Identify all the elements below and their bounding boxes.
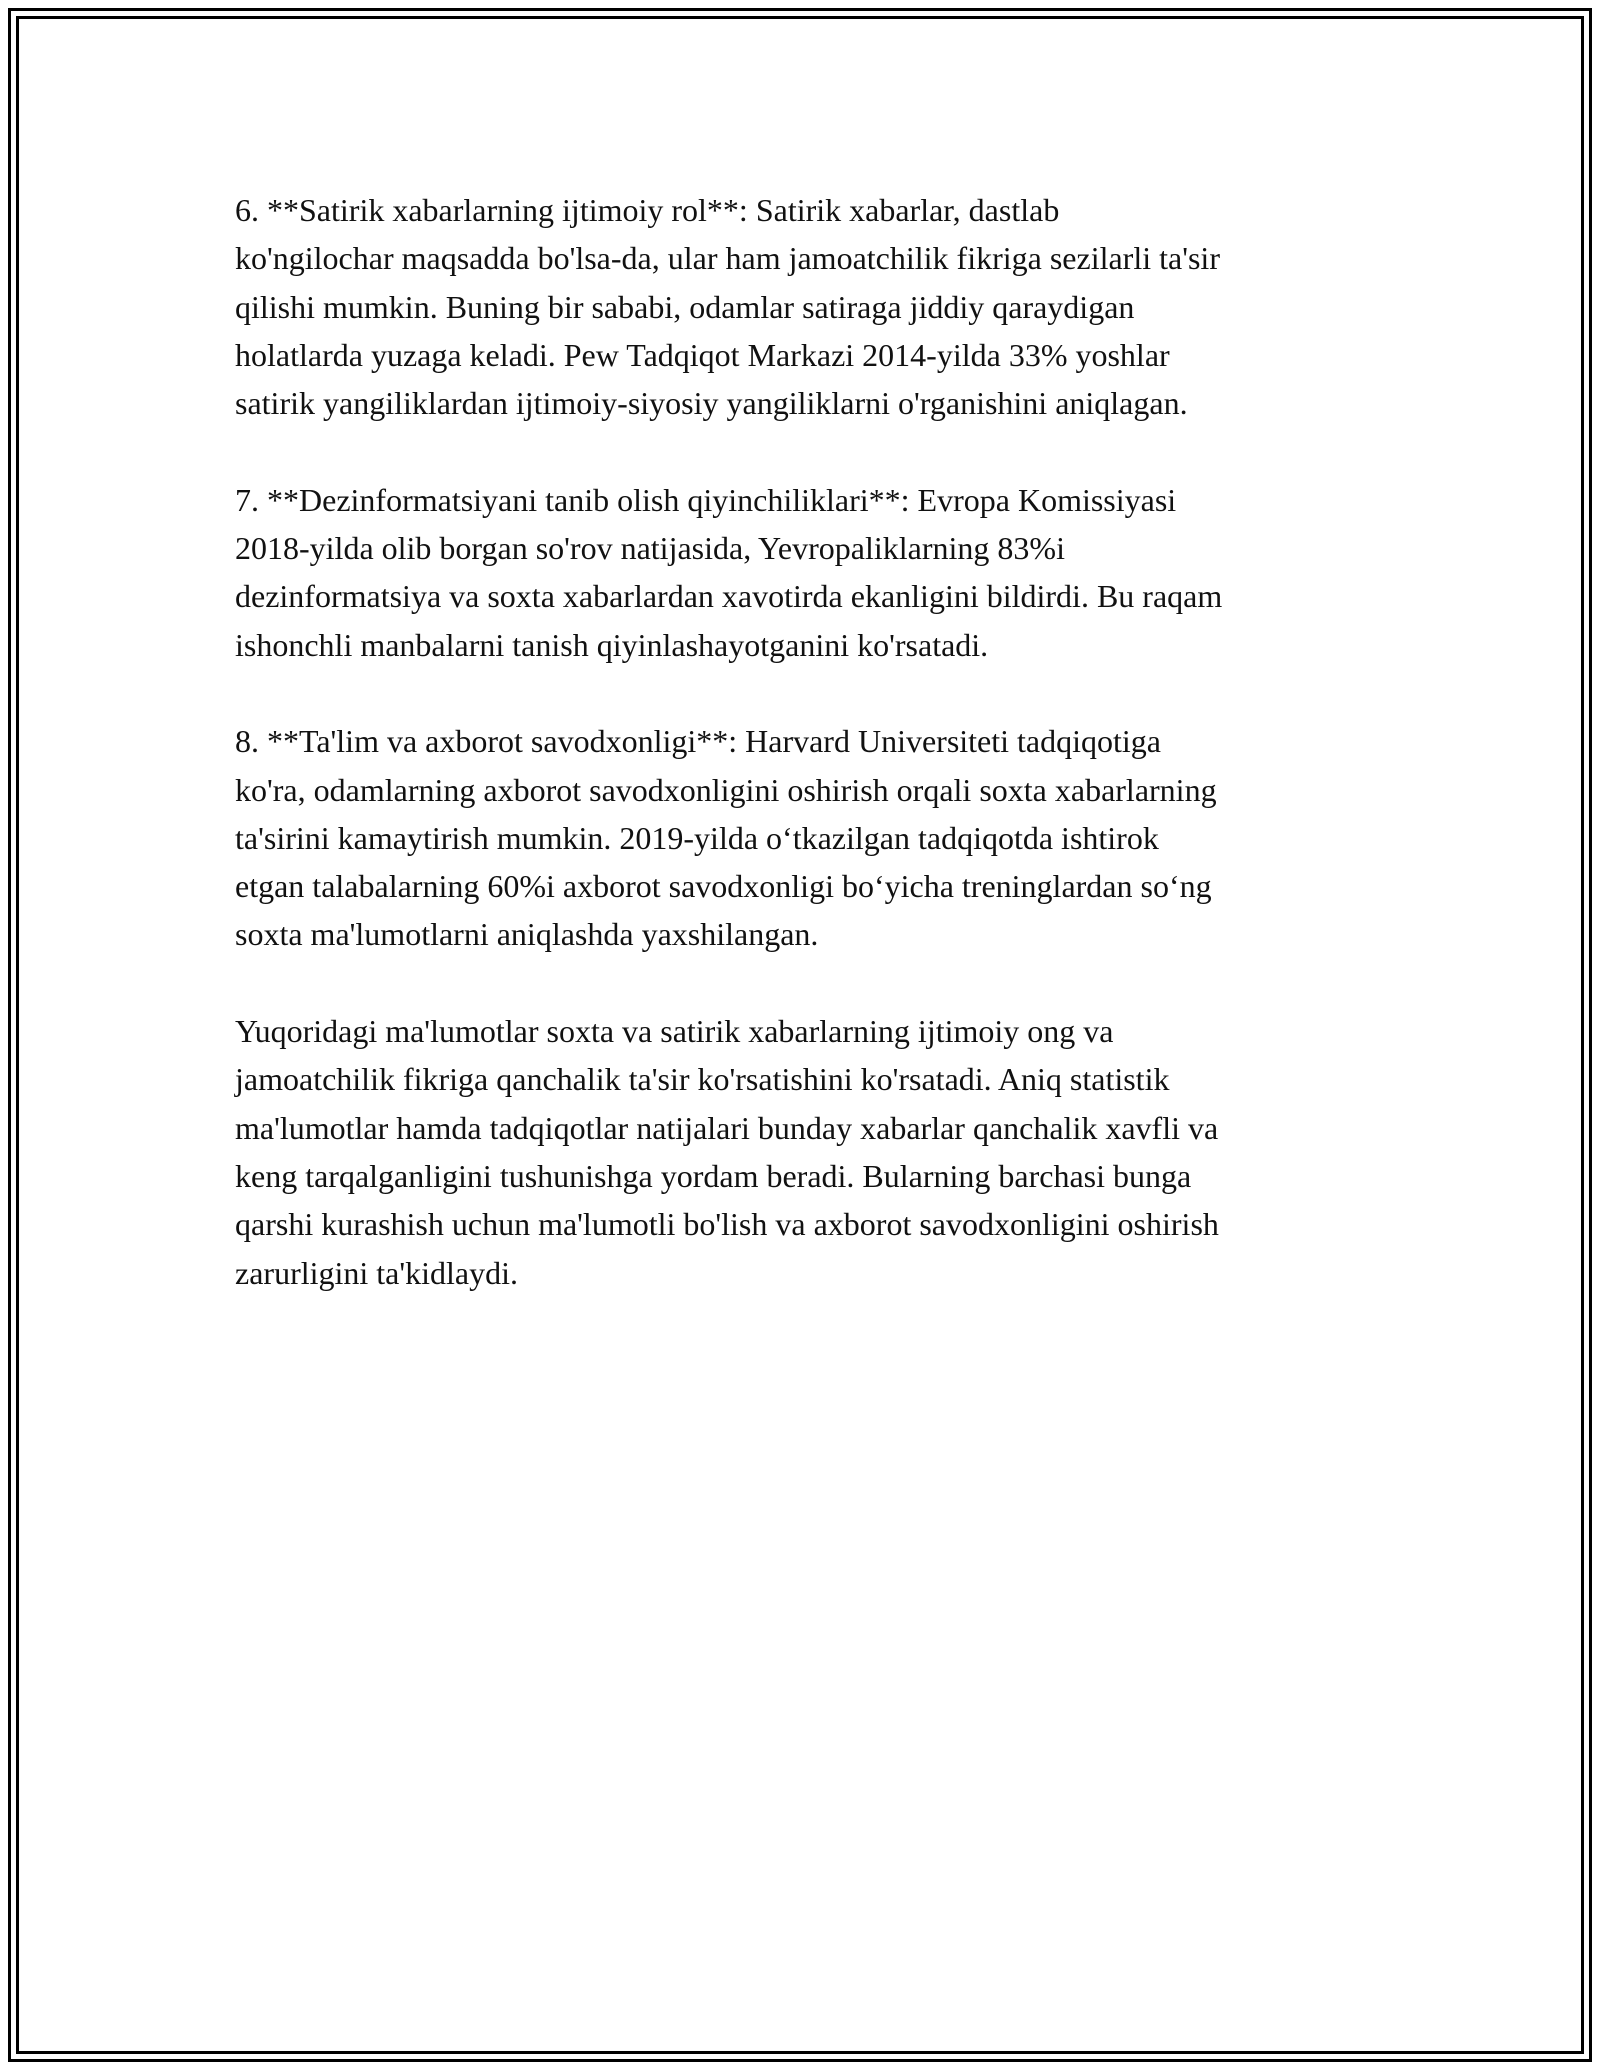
text-line: satirik yangiliklardan ijtimoiy-siyosiy yangiliklarni o'rganishini aniqlagan. xyxy=(235,385,1188,422)
text-line: ishonchli manbalarni tanish qiyinlashayotganini ko'rsatadi. xyxy=(235,626,989,663)
text-line: jamoatchilik fikriga qanchalik ta'sir ko'rsatishini ko'rsatadi. Aniq statistik xyxy=(235,1061,1170,1098)
text-line: qilishi mumkin. Buning bir sababi, odamlar satiraga jiddiy qaraydigan xyxy=(235,288,1135,325)
paragraph-media-literacy xyxy=(235,717,1395,958)
text-line: ko'ra, odamlarning axborot savodxonligini oshirish orqali soxta xabarlarning xyxy=(235,771,1217,808)
text-line: dezinformatsiya va soxta xabarlardan xavotirda ekanligini bildirdi. Bu raqam xyxy=(235,578,1223,615)
paragraph-conclusion xyxy=(235,1007,1395,1297)
text-line: ma'lumotlar hamda tadqiqotlar natijalari bunday xabarlar qanchalik xavfli va xyxy=(235,1109,1219,1146)
text-line: keng tarqalganligini tushunishga yordam beradi. Bularning barchasi bunga xyxy=(235,1157,1192,1194)
text-line: Yuqoridagi ma'lumotlar soxta va satirik xabarlarning ijtimoiy ong va xyxy=(235,1013,1114,1050)
text-line: etgan talabalarning 60%i axborot savodxonligi bo‘yicha treninglardan so‘ng xyxy=(235,868,1212,905)
text-line: zarurligini ta'kidlaydi. xyxy=(235,1254,519,1291)
text-line: soxta ma'lumotlarni aniqlashda yaxshilangan. xyxy=(235,916,819,953)
text-line: 8. **Ta'lim va axborot savodxonligi**: Harvard Universiteti tadqiqotiga xyxy=(235,723,1161,760)
text-line: ko'ngilochar maqsadda bo'lsa-da, ular ham jamoatchilik fikriga sezilarli ta'sir xyxy=(235,240,1220,277)
text-line: 7. **Dezinformatsiyani tanib olish qiyinchiliklari**: Evropa Komissiyasi xyxy=(235,481,1177,518)
document-body xyxy=(235,186,1395,1345)
text-line: qarshi kurashish uchun ma'lumotli bo'lish va axborot savodxonligini oshirish xyxy=(235,1206,1219,1243)
text-line: holatlarda yuzaga keladi. Pew Tadqiqot Markazi 2014-yilda 33% yoshlar xyxy=(235,336,1170,373)
text-line: 6. **Satirik xabarlarning ijtimoiy rol**: Satirik xabarlar, dastlab xyxy=(235,192,1060,228)
paragraph-satirical-news xyxy=(235,186,1395,427)
text-line: 2018-yilda olib borgan so'rov natijasida, Yevropaliklarning 83%i xyxy=(235,530,1065,567)
paragraph-disinformation xyxy=(235,476,1395,669)
text-line: ta'sirini kamaytirish mumkin. 2019-yilda o‘tkazilgan tadqiqotda ishtirok xyxy=(235,819,1159,856)
